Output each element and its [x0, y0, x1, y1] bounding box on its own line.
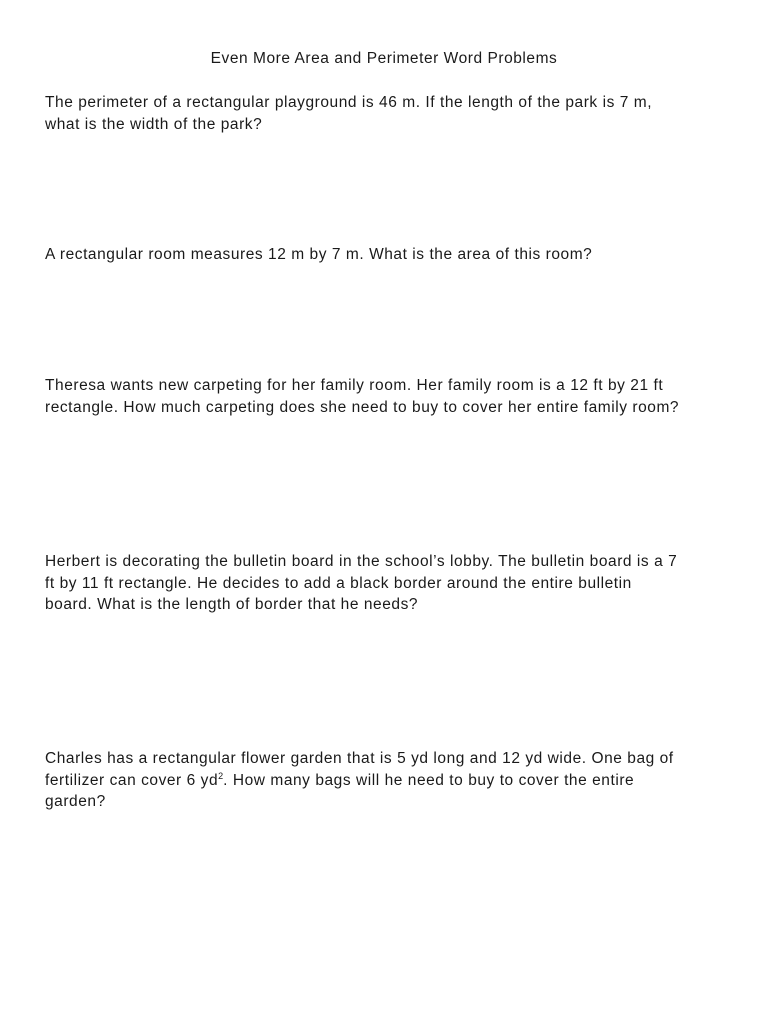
problem-2: [45, 244, 735, 266]
problem-5-line-1: Charles has a rectangular flower garden that is 5 yd long and 12 yd wide. One bag of: [45, 750, 674, 767]
problem-4-line-1: Herbert is decorating the bulletin board in the school’s lobby. The bulletin board is a 7: [45, 553, 678, 570]
page-title: Even More Area and Perimeter Word Problems: [210, 50, 558, 67]
problem-5-exponent: 2: [218, 770, 224, 781]
problem-5-line-2-after: . How many bags will he need to buy to cover the entire: [223, 771, 635, 789]
problem-1: [45, 92, 735, 135]
problem-1-line-1: The perimeter of a rectangular playground is 46 m. If the length of the park is 7 m,: [45, 94, 653, 111]
problem-5-line-2-before: fertilizer can cover 6 yd: [45, 771, 219, 789]
problem-5-line-3: garden?: [45, 793, 106, 810]
problem-4-line-3: board. What is the length of border that he needs?: [45, 596, 419, 613]
problem-5: [45, 748, 735, 813]
problem-4: [45, 551, 735, 616]
problem-3: [45, 375, 735, 418]
problem-3-line-2: rectangle. How much carpeting does she need to buy to cover her entire family room?: [45, 398, 680, 416]
problem-1-line-2: what is the width of the park?: [45, 115, 263, 133]
problem-3-line-1: Theresa wants new carpeting for her family room. Her family room is a 12 ft by 21 ft: [45, 377, 664, 394]
problem-2-line-1: A rectangular room measures 12 m by 7 m. What is the area of this room?: [45, 246, 593, 263]
problem-4-line-2: ft by 11 ft rectangle. He decides to add a black border around the entire bulletin: [45, 574, 632, 592]
